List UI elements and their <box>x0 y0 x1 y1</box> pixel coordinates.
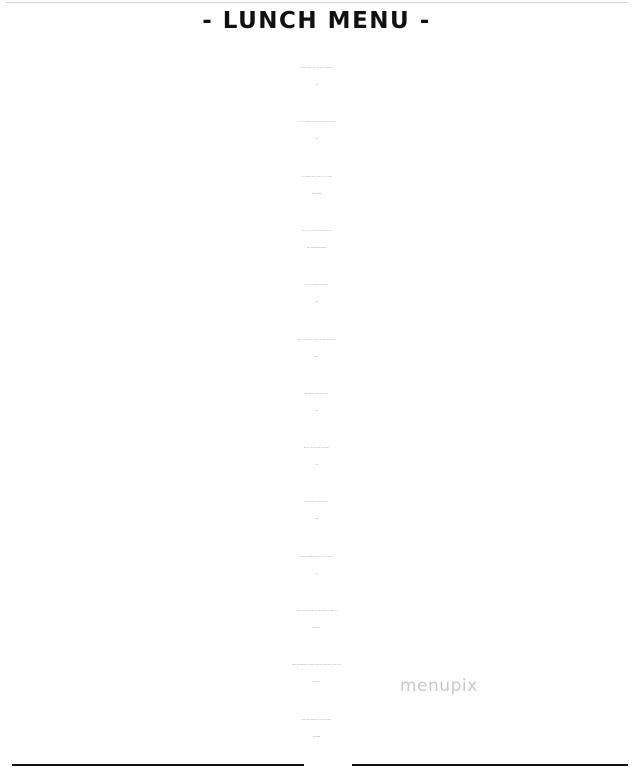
watermark-logo: menupix <box>400 676 478 696</box>
bottom-divider-left <box>12 764 304 766</box>
menu-item-price <box>314 357 316 358</box>
menu-item-addon-price <box>324 248 326 249</box>
menu-item-price <box>316 85 318 86</box>
menu-item-name <box>0 60 633 77</box>
menu-item <box>0 603 633 637</box>
menu-item-addon-price <box>318 737 320 738</box>
menu-item-price-line <box>0 729 633 746</box>
menu-item <box>0 712 633 746</box>
menu-item-price-line <box>0 77 633 94</box>
menu-item-price <box>313 628 315 629</box>
menu-item <box>0 440 633 474</box>
menu-item-price <box>313 682 315 683</box>
menu-item <box>0 114 633 148</box>
menu-item-price-line <box>0 240 633 257</box>
menu-item-addon-price <box>319 194 321 195</box>
menu-item-price <box>315 519 317 520</box>
menu-item-name <box>0 494 633 511</box>
menu-item <box>0 60 633 94</box>
menu-item-price-line <box>0 294 633 311</box>
menu-item-addon-price <box>320 248 322 249</box>
menu-item-price-line <box>0 349 633 366</box>
menu-item <box>0 494 633 528</box>
menu-item-price <box>316 465 318 466</box>
menu-item-price-line <box>0 186 633 203</box>
menu-item-price <box>316 411 318 412</box>
menu-item-name <box>0 549 633 566</box>
menu-item <box>0 386 633 420</box>
menu-item-price <box>313 737 315 738</box>
menu-item <box>0 277 633 311</box>
menu-item-name <box>0 603 633 620</box>
menu-item-price <box>312 194 314 195</box>
menu-item-price-line <box>0 457 633 474</box>
menu-item-name <box>0 332 633 349</box>
menu-item-price-line <box>0 620 633 637</box>
menu-item-name <box>0 386 633 403</box>
menu-item-price-line <box>0 131 633 148</box>
menu-item <box>0 332 633 366</box>
menu-item-price <box>307 248 309 249</box>
menu-item-name <box>0 712 633 729</box>
menu-item-price <box>316 302 318 303</box>
menu-item-price <box>316 139 318 140</box>
menu-item-price-line <box>0 511 633 528</box>
menu-item-price-line <box>0 674 633 691</box>
top-divider <box>6 2 627 3</box>
menu-item-name <box>0 223 633 240</box>
menu-item <box>0 657 633 691</box>
menu-title: - LUNCH MENU - <box>202 8 431 34</box>
menu-item-price-line <box>0 566 633 583</box>
menu-item-name <box>0 440 633 457</box>
menu-item-addon-price <box>315 248 317 249</box>
menu-item <box>0 169 633 203</box>
menu-item <box>0 223 633 257</box>
menu-item-name <box>0 657 633 674</box>
menu-item-name <box>0 169 633 186</box>
menu-item-price-line <box>0 403 633 420</box>
bottom-divider-right <box>352 764 628 766</box>
menu-item-name <box>0 114 633 131</box>
menu-item <box>0 549 633 583</box>
menu-item-name <box>0 277 633 294</box>
menu-item-price <box>316 574 318 575</box>
